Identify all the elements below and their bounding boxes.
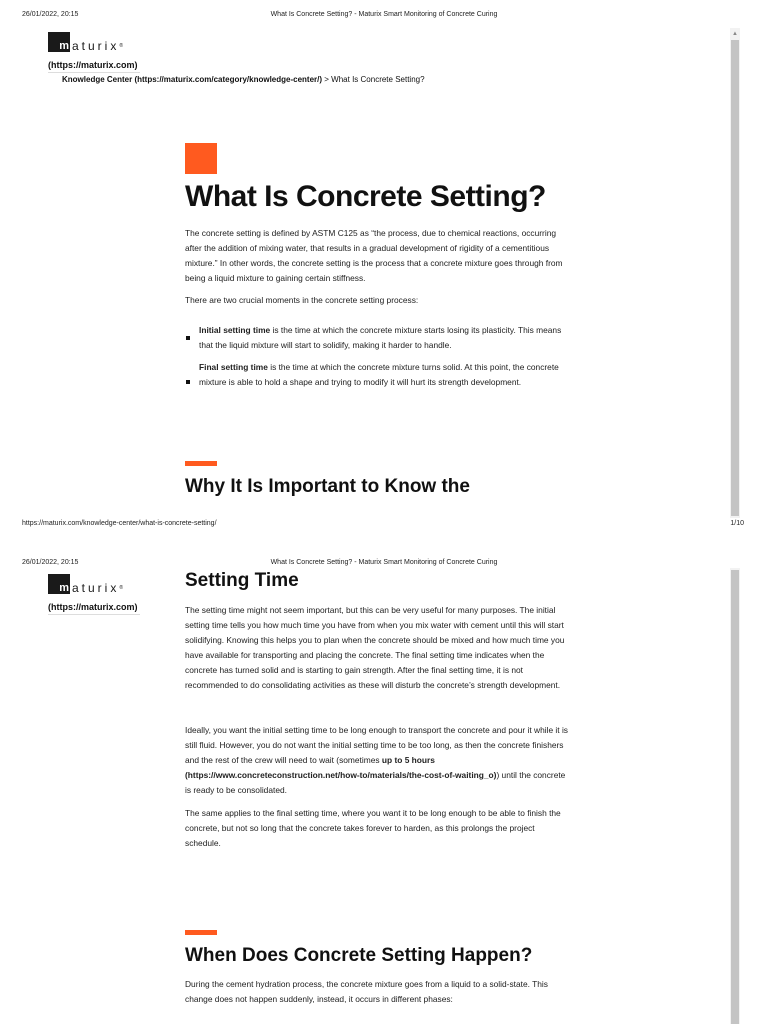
setting-time-paragraph-2: Ideally, you want the initial setting time to be long enough to transport the concrete and pour it while it is still fluid. However, you do not want the initial setting time to be too long, as then the concrete finishers and the rest of the crew will need to wait (sometimes up to 5 hours (https://www.concreteconstruction.net/how-to/materials/the-cost-of-waiting_o)) until the concrete is ready to be consolidated. [185,725,568,795]
section-heading-when: When Does Concrete Setting Happen? [185,945,533,966]
moments-intro: There are two crucial moments in the concrete setting process: [185,295,419,305]
home-link[interactable]: (https://maturix.com) [48,60,138,70]
page-gap [0,538,768,548]
intro-paragraph: The concrete setting is defined by ASTM C125 as “the process, due to chemical reactions, occurring after the addition of mixing water, that results in a gradual development of rigidity of a cementitious mixture.” In other words, the concrete setting is the process that a concrete mixture goes through from being a liquid mixture to gaining certain stiffness. [185,228,563,283]
scrollbar-thumb[interactable] [731,40,739,516]
bullet-final-setting: Final setting time is the time at which the concrete mixture turns solid. At this point, the concrete mixture is able to hold a shape and trying to modify it will hurt its strength development. [199,362,559,387]
logo-wordmark: aturix® [72,39,124,53]
section-heading-why: Why It Is Important to Know the [185,476,470,497]
logo-mark: m [48,32,70,52]
logo-divider [48,614,140,615]
setting-time-paragraph-1: The setting time might not seem important, but this can be very useful for many purposes. The initial setting time tells you how much time you have from when you mix water with cement until this will start solidifying. Knowing this helps you to plan when the concrete should be mixed and how much time you have available for transporting and placing the concrete. The final setting time indicates when the concrete has turned solid and is starting to gain strength. After the final setting time, it is not recommended to do consolidating activities as these will disturb the concrete’s strength development. [185,605,565,690]
logo-mark: m [48,574,70,594]
breadcrumb-parent-link[interactable]: Knowledge Center (https://maturix.com/category/knowledge-center/) [62,75,323,84]
breadcrumb-current: What Is Concrete Setting? [331,75,425,84]
print-footer-url: https://maturix.com/knowledge-center/what-is-concrete-setting/ [22,520,217,527]
page-title: What Is Concrete Setting? [185,180,546,213]
accent-square [185,143,217,174]
maturix-logo[interactable] [48,32,123,52]
bullet-marker [186,336,190,340]
home-link[interactable]: (https://maturix.com) [48,602,138,612]
print-title: What Is Concrete Setting? - Maturix Smart Monitoring of Concrete Curing [270,559,498,566]
logo-wordmark: aturix® [72,581,124,595]
maturix-logo[interactable] [48,574,123,594]
print-page-number: 1/10 [730,520,744,527]
breadcrumb-separator: > [322,75,332,84]
setting-time-paragraph-3: The same applies to the final setting time, where you want it to be long enough to be able to finish the concrete, but not so long that the concrete takes forever to harden, as this prolongs the project schedule. [185,808,561,848]
section-accent-bar [185,461,217,466]
up-to-5-hours-link[interactable]: up to 5 hours (https://www.concreteconstruction.net/how-to/materials/the-cost-of-waiting_o) [185,755,497,780]
section-heading-setting-time: Setting Time [185,570,299,591]
print-date: 26/01/2022, 20:15 [22,559,79,566]
logo-divider [48,72,140,73]
scrollbar-thumb[interactable] [731,570,739,1024]
when-paragraph-1: During the cement hydration process, the concrete mixture goes from a liquid to a solid-state. This change does not happen suddenly, instead, it occurs in different phases: [185,979,548,1004]
print-date: 26/01/2022, 20:15 [22,11,79,18]
section-accent-bar [185,930,217,935]
scroll-up-icon[interactable]: ▲ [732,31,738,37]
bullet-marker [186,380,190,384]
print-page-2 [0,548,768,1024]
breadcrumb [62,75,425,84]
bullet-initial-setting: Initial setting time is the time at which the concrete mixture starts losing its plasticity. This means that the liquid mixture will start to solidify, making it harder to handle. [199,325,562,350]
print-title: What Is Concrete Setting? - Maturix Smart Monitoring of Concrete Curing [270,11,498,18]
